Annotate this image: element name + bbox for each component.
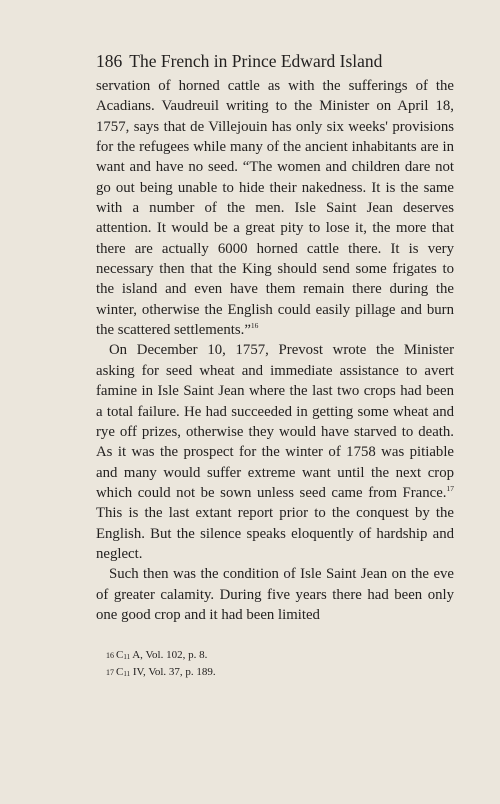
footnote-16-text: A, Vol. 102, p. 8.: [130, 649, 208, 661]
footnote-17: [106, 665, 406, 682]
running-header: [96, 50, 416, 72]
paragraph-2: [96, 340, 454, 564]
footnote-ref-16: 16: [250, 321, 259, 331]
footnotes: [106, 648, 406, 681]
footnote-17-mark: 17: [106, 667, 114, 677]
paragraph-3-text: Such then was the condition of Isle Saint Jean on the eve of greater calamity. During five years there had been only one good crop and it had been limited: [96, 566, 454, 623]
footnote-16: [106, 648, 406, 665]
paragraph-1-text: servation of horned cattle as with the sufferings of the Acadians. Vaudreuil writing to the Minister on April 18, 1757, says that de Villejouin has only six weeks' provisions for the refugees while many of the ancient inhabitants are in want and have no seed. “The women and children dare not go out being unable to hide their nakedness. It is the same with a number of the men. Isle Saint Jean deserves attention. It would be a great pity to lose it, the more that there are actually 6000 horned cattle there. It is very necessary then that the King should send some frigates to the island and even have them remain there during the winter, otherwise the English could easily pillage and burn the scattered settlements.”: [96, 78, 454, 339]
paragraph-3: [96, 564, 454, 625]
footnote-16-mark: 16: [106, 651, 114, 660]
body-text: [96, 76, 454, 625]
paragraph-2-continuation: This is the last extant report prior to the conquest by the English. But the silence speaks eloquently of hardship and neglect.: [96, 505, 454, 562]
footnote-16-sub: 11: [123, 653, 131, 661]
footnote-17-sub: 11: [123, 669, 131, 678]
page-number: 186: [96, 51, 123, 71]
footnote-17-prefix: C: [116, 665, 124, 678]
running-title: The French in Prince Edward Island: [129, 51, 383, 71]
footnote-ref-17: 17: [446, 483, 454, 493]
paragraph-1: [96, 76, 454, 340]
footnote-16-prefix: C: [116, 649, 124, 661]
footnote-17-text: IV, Vol. 37, p. 189.: [130, 665, 216, 678]
paragraph-2-text: On December 10, 1757, Prevost wrote the Minister asking for seed wheat and immediate assistance to avert famine in Isle Saint Jean where the last two crops had been a total failure. He had succeeded in getting some wheat and rye off prizes, otherwise they would have starved to death. As it was the prospect for the winter of 1758 was pitiable and many would suffer extreme want until the next crop which could not be sown unless seed came from France.: [96, 342, 454, 501]
